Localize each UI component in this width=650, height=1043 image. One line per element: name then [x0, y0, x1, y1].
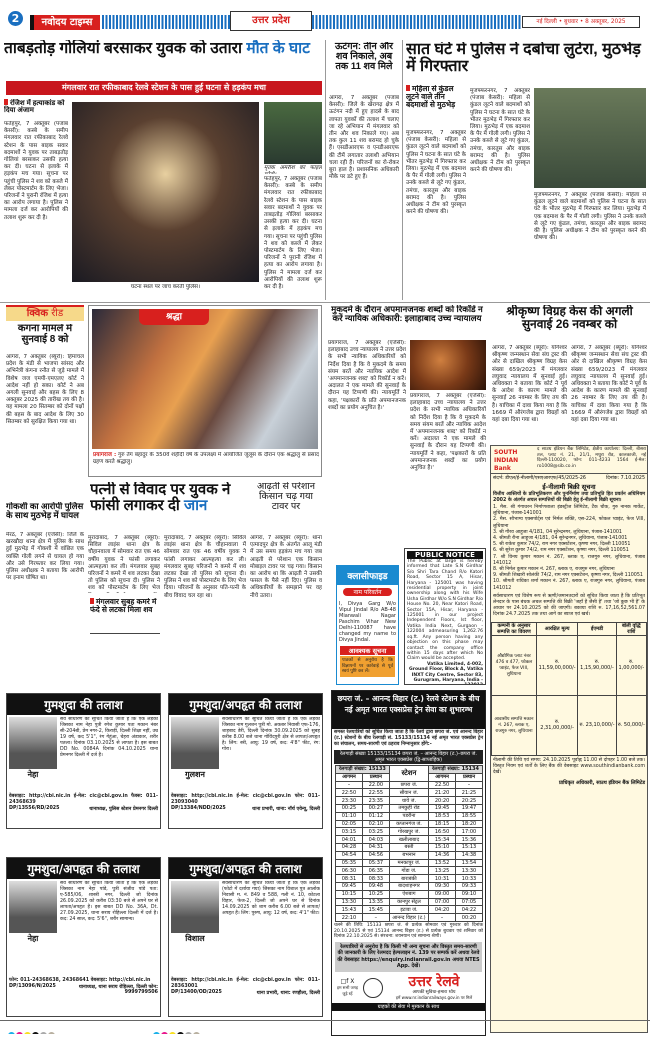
- timetable-row: [336, 836, 483, 844]
- missing-contact: वेबसाइट: http://cbi.nic.in ई-मेल: cic@cbi.gov.in फैक्स: 011-24368639: [9, 794, 158, 805]
- logo: नवोदय टाइम्स: [30, 15, 100, 30]
- timetable-cell: 06:30: [336, 867, 363, 875]
- missing-station: थानाध्यक्ष, थाना सराय रोहिल्ला, दिल्ली फोन: 9999799506: [78, 985, 158, 995]
- bank-borrower: 5. श्री राकेश कुमार 74/2, राम नगर एक्सटेंशन, कृष्णा नगर, दिल्ली 110051: [493, 542, 631, 548]
- public-notice-title: PUBLIC NOTICE: [407, 551, 483, 559]
- robber-subhead: महिला से कुंडल लूटने वाले तीन बदमाशों से मुठभेड़: [406, 85, 466, 125]
- timetable-cell: 21:20: [429, 789, 456, 797]
- lead-body: फतेहपुर, 7 अक्तूबर (पंजाब केसरी): कस्बे के समीप मंगलवार रात रफीकाबाद रेलवे स्टेशन के पास बाइक सवार बदमाशों ने युवक पर ताबड़तोड़ गोलियां बरसाकर उसकी हत्या कर दी। घटना से इलाके में हड़कंप मच गया। सूचना पर पहुंची पुलिस ने शव को कब्जे में लेकर पोस्टमार्टम के लिए भेजा। परिजनों ने पुरानी रंजिश में हत्या का आरोप लगाया है। पुलिस ने मामला दर्ज कर आरोपियों की तलाश शुरू कर दी है।: [4, 121, 68, 221]
- masthead: [0, 0, 650, 36]
- table-row: औद्योगिक प्लाट नंबर 476 व 477, फोकल प्वाइंट, फेज VIII, लुधियाना रु. 11,59,00,000/- रु. 1,15,90,000/- रु. 1,00,000/-: [492, 635, 647, 695]
- missing-text: सर्वसाधारण को सूचित किया जाता है कि एक लड़की जिसका नाम गुलशन पुत्री मो. अकबर निवासी एफ-176, शाहबाद डेरी, दिल्ली दिनांक 30.09.2025 को सुबह करीब 8.00 बजे थाना गोविंदपुरी क्षेत्र से लापता/अपहृत है। लिंग: स्त्री, आयु: 19 वर्ष, कद: 4'8" फीट, रंग: गोरा।: [222, 717, 320, 752]
- court-body-2: प्रयागराज, 7 अक्तूबर (एजेंसी): इलाहाबाद उच्च न्यायालय ने उत्तर प्रदेश के सभी न्यायिक अधिकारियों को निर्देश दिया है कि वे मुकदमे के समय संयम बरतें और न्यायिक आदेश में 'अपमानजनक शब्द' को रिकॉर्ड न करें। अदालत ने एक मामले की सुनवाई के दौरान यह टिप्पणी की। न्यायमूर्ति ने कहा, 'पक्षकारों के प्रति अपमानजनक शब्दों का प्रयोग अनुचित है।': [410, 393, 486, 472]
- timetable-cell: 09:00: [429, 890, 456, 898]
- missing-title: गुमशुदा/अपहृत की तलाश: [7, 858, 160, 879]
- timetable-cell: 05:35: [336, 859, 363, 867]
- timetable-cell: 02:10: [362, 820, 389, 828]
- timetable-cell: गोंडा जं.: [389, 867, 428, 875]
- krishna-headline: श्रीकृष्ण विग्रह केस की अगली सुनवाई 26 नवम्बर को: [506, 305, 633, 331]
- timetable-cell: छपरा जं.: [389, 781, 428, 789]
- timetable-cell: –: [336, 781, 363, 789]
- timetable-row: [336, 914, 483, 922]
- timetable-cell: मनकापुर जं.: [389, 859, 428, 867]
- timetable-cell: बादशाहनगर: [389, 882, 428, 890]
- section-label: उत्तर प्रदेश: [230, 11, 312, 31]
- lead-headline: ताबड़तोड़ गोलियां बरसाकर युवक को उतारा मौत के घाट: [4, 40, 310, 57]
- timetable-row: [336, 875, 483, 883]
- bank-table: कम्पनी के अनुसार सम्पत्ति का विवरण आरक्षित मूल्य ईएमडी बोली वृद्धि राशि औद्योगिक प्लाट नंबर 476 व 477, फोकल प्वाइंट, फेज VIII, लुधियाना रु. 11,59,00,000/- रु. 1,15,90,000/- रु. 1,00,000/- आवासीय सम्पत्ति मकान नं. 267, ब्लाक ए, राजगुरु नगर, लुधियाना रु. 2,31,00,000/- रु. 23,10,000/- रु. 50,000/-: [491, 622, 647, 756]
- timetable-cell: 09:48: [362, 882, 389, 890]
- railway-intro: समस्त रेलयात्रियों को सूचित किया जाता है कि रेलवे द्वारा छपरा जं. एवं आनन्द विहार (ट.) स्टेशनों के बीच रेलगाड़ी सं. 15133/15134 नई अमृत भारत एक्सप्रेस ट्रेन का संचालन, समय-सारणी एवं ठहराव निम्नानुसार होंगे:-: [334, 730, 483, 747]
- shraddha-photo: [92, 309, 318, 449]
- timetable-cell: 00:25: [336, 804, 363, 812]
- timetable-row: [336, 851, 483, 859]
- suicide-box: मंगलवार सुबह कमरे में फंदे से लटका मिला शव: [90, 598, 160, 634]
- timetable-cell: 18:20: [456, 820, 483, 828]
- missing-person-notice: [168, 857, 323, 1017]
- missing-name: गुलशन: [185, 770, 205, 779]
- suicide-body-2: मुरादाबाद, 7 अक्तूबर (ब्यूरो): सिविल लाइंस थाना क्षेत्र के चौहानवाला में सोमवार रात एक 46 वर्षीय युवक ने फांसी लगाकर आत्महत्या कर ली। मंगलवार सुबह परिजनों ने कमरे में शव लटका देखा तो पुलिस को सूचना दी। पुलिस ने शव को पोस्टमार्टम के लिए भेज दिया। परिजनों के अनुसार पति-पत्नी के बीच विवाद चल रहा था।: [164, 535, 246, 599]
- quickread-body-1: आगरा, 7 अक्तूबर (ब्यूरो): हिमाचल प्रदेश के मंडी से भाजपा सांसद और अभिनेत्री कंगना रनौत से जुड़े मामले में विशेष जज एमपी-एमएलए कोर्ट ने आदेश नहीं हो सका। कोर्ट ने अब अगली सुनवाई और बहस के लिए 8 अक्तूबर 2025 की तारीख तय की है। यह मामला 20 सितम्बर को दोनों पक्षों की बहस के बाद आदेश के लिए 30 सितम्बर को सुरक्षित किया गया था।: [6, 354, 84, 425]
- missing-station: थाना प्रभारी, थाना: नॉर्थ एवेन्यू, दिल्ली: [252, 807, 320, 812]
- timetable-cell: 17:00: [456, 828, 483, 836]
- timetable-cell: 21:25: [456, 789, 483, 797]
- timetable-row: [336, 890, 483, 898]
- missing-text: सर्व साधारण को सूचित किया जाता है कि एक लड़की जिसका नाम नेहा पुत्री रमेश कुमार पता मकान नंबर सी-204बी, प्रेम नगर-2, किराड़ी, दिल्ली शिक्षा नहीं, उम्र 19 वर्ष, कद 5'1", रंग गेहुंआ, चेहरा अंडाकार, शरीर पतला। दिनांक 03.10.2025 से लापता है। इस बाबत DD No. 0084A दिनांक 04.10.2025 थाना प्रेमनगर दिल्ली में दर्ज है।: [60, 717, 158, 758]
- dateline: नई दिल्ली • बुधवार • 8 अक्तूबर, 2025: [522, 16, 640, 28]
- missing-person-notice: [6, 857, 161, 1017]
- shraddha-tag: श्रद्धा: [139, 309, 209, 325]
- timetable-cell: 23:35: [362, 797, 389, 805]
- timetable-row: [336, 867, 483, 875]
- timetable-cell: 02:05: [336, 820, 363, 828]
- timetable-cell: आनन्द विहार (ट.): [389, 914, 428, 922]
- missing-contact: फोन: 011-24368638, 24368641 वेबसाइट: http://cbi.nic.in: [9, 978, 151, 983]
- timetable-cell: 04:01: [336, 836, 363, 844]
- registration-marks: [8, 1024, 648, 1034]
- timetable-cell: 09:33: [456, 882, 483, 890]
- suicide-headline: पत्नी से विवाद पर युवक ने फांसी लगाकर दी जान: [90, 482, 231, 514]
- timetable-cell: खलीलाबाद: [389, 836, 428, 844]
- public-notice-text: The Public at large is hereby informed that Late S.N Girdhar S/o Shri Tara Chand R/o Katori Road, Sector 15 A, Hisar, Haryana - 125001 was having residential property in joint ownership along with his Wife Usha Girdhar W/o S.N Girdhar R/o House No. 20, Near Katori Road, Sector 15A, Hisar, Haryana - 125001 in our project Independent Floors, Ist floor, Vatika India Next, Gurgaon - 122004 admeasuring 1,262.76 sq.ft. Any person having any objection on this phase may contact the company office within 15 days after which No Claim would be accepted.: [407, 559, 483, 662]
- railway-emblem-icon: [363, 978, 383, 998]
- timetable-cell: 00:20: [456, 914, 483, 922]
- missing-contact: वेबसाइट: http://cbi.nic.in ई-मेल: cic@cbi.gov.in फोन: 011-23093040: [171, 794, 320, 805]
- timetable-cell: –: [429, 914, 456, 922]
- timetable-cell: 15:36: [456, 836, 483, 844]
- timetable-cell: 08:31: [336, 875, 363, 883]
- timetable-row: [336, 797, 483, 805]
- timetable-row: [336, 828, 483, 836]
- notice-text: पाठकों से अनुरोध है कि विज्ञापनों पर कार्रवाई से पूर्व स्वयं पुष्टि कर लें।: [340, 656, 395, 677]
- timetable-cell: 15:43: [336, 906, 363, 914]
- bank-date: दिनांक: 7.10.2025: [606, 476, 645, 481]
- railway-tagline: आपकी सुविधा-हमारा ध्येय: [412, 989, 456, 995]
- missing-name: नेहा: [27, 770, 39, 779]
- timetable-cell: 06:35: [362, 867, 389, 875]
- shraddha-photo-frame: [88, 305, 322, 477]
- bank-address: द साउथ इंडियन बैंक लिमिटेड, क्षेत्रीय कार्यालय: दिल्ली, बीसरा तल, प्लाट नं. 21, 21/1, मथुरा रोड, कालकाजी, नई दिल्ली-110020, फोन: 011-4233 1564 ई-मेल: ro1008@sib.co.in: [537, 447, 646, 469]
- bank-borrower: 6. श्री सुरेश कुमार 74/2, राम नगर एक्सटेंशन, कृष्णा नगर, दिल्ली 110051: [493, 548, 629, 554]
- railway-logo: उत्तर रेलवे: [408, 973, 460, 990]
- victim-caption: मृतक अमरीश का फाइल: [264, 165, 322, 171]
- timetable-cell: 20:20: [429, 797, 456, 805]
- timetable-cell: 10:15: [336, 890, 363, 898]
- bank-borrower: 10. श्रीमती राधिका शर्मा मकान नं. 267, ब्लाक ए, राजगुरु नगर, लुधियाना, पंजाब 141012: [493, 579, 645, 591]
- timetable-cell: 07:05: [456, 898, 483, 906]
- public-notice: [404, 548, 486, 685]
- missing-code: DP/13400/OD/2025: [171, 990, 222, 995]
- bank-body: सर्वसाधारण एवं विशेष रूप से ऋणी/जमानतदारों को सूचित किया जाता है कि प्रतिभूत लेनदार के पास बंधक अचल सम्पत्ति की बिक्री 'जहाँ है जैसी है' तथा 'जो कुछ भी है' के आधार पर 24.10.2025 को की जाएगी। बकाया राशि रु. 17,16,52,561.07 दिनांक 24.7.2025 तक तथा आगे का ब्याज एवं खर्च।: [493, 593, 645, 618]
- timetable-cell: 14:36: [429, 851, 456, 859]
- name-change-text: I, Divya Garg W/o Vipul Jindal R/o AB-48 Mianwali Nagar Paschim Vihar New Delhi-110087 have changed my name to Divya Jindal.: [339, 601, 396, 643]
- railway-note: चलने की तिथि: 15133 छपरा जं. से प्रत्येक सोमवार एवं गुरुवार को दिनांक 20.10.2025 से एवं 15134 आनन्द विहार (ट.) से प्रत्येक बुधवार एवं शनिवार को दिनांक 22.10.2025 से। संरचना: शयनयान एवं सामान्य श्रेणी।: [334, 922, 483, 940]
- timetable-cell: पडरौना: [389, 812, 428, 820]
- bank-borrower: 7. श्री विनय कुमार मकान नं. 267, ब्लाक ए, राजगुरु नगर, लुधियाना, पंजाब 141012: [493, 554, 645, 566]
- missing-station: थाना प्रभारी, थाना: रणहौला, दिल्ली: [256, 991, 320, 996]
- timetable-row: [336, 882, 483, 890]
- timetable-cell: 13:30: [336, 898, 363, 906]
- name-change-label: नाम परिवर्तन: [343, 588, 392, 596]
- timetable-cell: 04:31: [362, 843, 389, 851]
- timetable-cell: 22.00: [362, 781, 389, 789]
- railway-website: हमें www.nr.indianrailways.gov.in पर मिलें: [395, 994, 473, 1000]
- lead-photo: [72, 102, 259, 282]
- timetable-cell: –: [456, 781, 483, 789]
- bank-title: ई-नीलामी बिक्री सूचना: [542, 483, 596, 491]
- bank-borrower: 3. श्री गौरव आहूजा 4/181, 04 सुरेन्द्रनगर, लुधियाना, पंजाब-141001: [493, 529, 622, 535]
- missing-title: गुमशुदा की तलाश: [7, 694, 160, 715]
- timetable-row: [336, 789, 483, 797]
- timetable-cell: 19:47: [456, 804, 483, 812]
- timetable-cell: थावे जं.: [389, 797, 428, 805]
- timetable-cell: 10:33: [456, 875, 483, 883]
- timetable-cell: 09:45: [336, 882, 363, 890]
- victim-photo: [264, 102, 322, 164]
- missing-contact: वेबसाइट: http://cbi.nic.in ई-मेल: cic@cbi.gov.in फोन: 011-28363001: [171, 978, 320, 989]
- timetable-cell: ऐशबाग: [389, 890, 428, 898]
- railway-title: छपरा जं. – आनन्द विहार (ट.) रेलवे स्टेशन के बीच नई अमृत भारत एक्सप्रेस ट्रेन सेवा का शुभारम्भ: [332, 691, 485, 729]
- timetable-cell: 13:25: [429, 867, 456, 875]
- farmer-body: आगरा, 7 अक्तूबर (ब्यूरो): थाना एत्मादपुर क्षेत्र के अंतर्गत आलू मंडी में उस समय हड़कंप मच गया जब आढ़ती से परेशान एक किसान मोबाइल टावर पर चढ़ गया। किसान का आरोप था कि आढ़ती ने उसकी फसल के पैसे नहीं दिए। पुलिस व अधिकारियों के समझाने पर वह नीचे उतरा।: [250, 535, 322, 599]
- missing-title: गुमशुदा/अपहृत की तलाश: [169, 858, 322, 879]
- train-title: रेलगाड़ी संख्या 15133/15134 छपरा जं. – आनन्द विहार (ट.)–छपरा जं. अमृत भारत एक्सप्रेस (द्वि-साप्ताहिक): [334, 750, 483, 764]
- masthead-stripe: [102, 15, 522, 29]
- timetable-cell: 13:30: [456, 867, 483, 875]
- railway-ad: [331, 690, 486, 1036]
- public-notice-signature: Vatika Limited, 4-002, Ground Floor, Block A, Vatika INXT City Centre, Sector 83, Gurugram, Haryana, India -: [409, 661, 483, 683]
- quickread-headline-2: गोकशी का आरोपी पुलिस के साथ मुठभेड़ में घायल: [6, 502, 84, 520]
- bank-borrower: 2. मैस. सौभाग्य एक्सपोर्ट्स एवं निर्मल शक्ति, एस-224, फोकल प्वाइंट, फेज VIII, लुधियाना: [493, 517, 645, 529]
- timetable-cell: 19:45: [429, 804, 456, 812]
- missing-photo: [9, 717, 57, 769]
- missing-photo: [171, 881, 219, 933]
- classified-box: [336, 565, 399, 685]
- timetable-cell: 01:12: [362, 812, 389, 820]
- gavel-photo: [410, 340, 486, 390]
- timetable-cell: 18:53: [429, 812, 456, 820]
- timetable-cell: 10:25: [362, 890, 389, 898]
- timetable-cell: 04:56: [362, 851, 389, 859]
- missing-code: DP/13384/NDD/2025: [171, 806, 226, 811]
- bank-notice: [490, 445, 648, 1033]
- quickread-body-2: मेरठ, 7 अक्तूबर (एजेंसी): जिले के खरखौदा थाना क्षेत्र में पुलिस के साथ हुई मुठभेड़ में गोकशी में वांछित एक व्यक्ति गोली लगने से घायल हो गया और उसे गिरफ्तार कर लिया गया। पुलिस अधीक्षक ने बताया कि आरोपी पर इनाम घोषित था।: [6, 532, 84, 582]
- timetable-cell: 09:10: [456, 890, 483, 898]
- robber-body-2: मुजफ्फरनगर, 7 अक्तूबर (पंजाब केसरी): महिला से कुंडल लूटने वाले बदमाशों को पुलिस ने घटना के सात घंटे के भीतर मुठभेड़ में गिरफ्तार कर लिया। मुठभेड़ में एक बदमाश के पैर में गोली लगी। पुलिस ने उनके कब्जे से लूटे गए कुंडल, तमंचा, कारतूस और बाइक बरामद की है। पुलिस अधीक्षक ने टीम को पुरस्कृत करने की घोषणा की।: [470, 88, 530, 174]
- bank-footer: नीलामी की तिथि एवं समय: 24.10.2025 पूर्वाह्न 11.00 से दोपहर 1.00 बजे तक। विस्तृत नियम एवं शर्तों के लिए बैंक की वेबसाइट www.southindianbank.com देखें।: [493, 757, 645, 775]
- timetable-row: [336, 859, 483, 867]
- missing-photo: [9, 881, 57, 933]
- missing-name: विशाल: [185, 934, 205, 943]
- timetable-cell: इटावा जं.: [389, 906, 428, 914]
- timetable-row: [336, 898, 483, 906]
- timetable-cell: 22:10: [336, 914, 363, 922]
- bank-borrower: 8. श्री निर्मल कुमार मकान नं. 267, ब्लाक ए, राजगुरु नगर, लुधियाना: [493, 567, 615, 573]
- suicide-body: मुरादाबाद, 7 अक्तूबर (ब्यूरो): सिविल लाइंस थाना क्षेत्र के चौहानवाला में सोमवार रात एक 46 वर्षीय युवक ने फांसी लगाकर आत्महत्या कर ली। मंगलवार सुबह परिजनों ने कमरे में शव लटका देखा तो पुलिस को सूचना दी। पुलिस ने शव को पोस्टमार्टम के लिए भेज: [88, 535, 160, 592]
- timetable-cell: बस्ती: [389, 843, 428, 851]
- timetable-cell: 08:33: [362, 875, 389, 883]
- timetable-cell: कानपुर सेंट्रल: [389, 898, 428, 906]
- lead-banner: मंगलवार रात रफीकाबाद रेलवे स्टेशन के पास हुई घटना से हड़कंप मचा: [6, 81, 322, 95]
- timetable-cell: कप्तानगंज जं.: [389, 820, 428, 828]
- timetable-cell: 04:22: [456, 906, 483, 914]
- timetable-row: [336, 804, 483, 812]
- timetable-cell: 04:20: [429, 906, 456, 914]
- timetable-cell: 15:45: [362, 906, 389, 914]
- timetable-cell: 22:50: [336, 789, 363, 797]
- timetable-cell: तमकुही रोड: [389, 804, 428, 812]
- timetable-row: [336, 820, 483, 828]
- railway-help: रेलयात्रियों से अनुरोध है कि किसी भी अन्य सूचना और विस्तृत समय-सारणी की जानकारी के लिए रेलमदद हेल्पलाइन नं. 139 पर सम्पर्क करें अथवा रेलवे की वेबसाइट https://enquiry.indianrail.gov.in अथवा NTES App. देखें।: [335, 942, 482, 972]
- timetable-cell: 13:35: [362, 898, 389, 906]
- social-icons: □f X हम सभी जगह जुड़े रहें: [337, 978, 358, 997]
- missing-title: गुमशुदा/अपहृत की तलाश: [169, 694, 322, 715]
- missing-code: DP/13556/RD/2025: [9, 806, 60, 811]
- timetable-cell: 03:25: [362, 828, 389, 836]
- lead-body-continued: फतेहपुर, 7 अक्तूबर (पंजाब केसरी): कस्बे के समीप मंगलवार रात रफीकाबाद रेलवे स्टेशन के पास बाइक सवार बदमाशों ने युवक पर ताबड़तोड़ गोलियां बरसाकर उसकी हत्या कर दी। घटना से इलाके में हड़कंप मच गया। सूचना पर पहुंची पुलिस ने शव को कब्जे में लेकर पोस्टमार्टम के लिए भेजा। परिजनों ने पुरानी रंजिश में हत्या का आरोप लगाया है। पुलिस ने मामला दर्ज कर आरोपियों की तलाश शुरू कर दी है।: [264, 176, 322, 291]
- utangan-body: आगरा, 7 अक्तूबर (पंजाब केसरी): जिले के खेरागढ़ क्षेत्र में ऊटंगन नदी में हुए हादसे के बाद लापता युवकों की तलाश में चलाए जा रहे अभियान में मंगलवार को तीन और शव निकाले गए। अब तक कुल 11 शव बरामद हो चुके हैं। एसडीआरएफ व एनडीआरएफ की टीमें लगातार तलाशी अभियान चला रही हैं। परिजनों का रो-रोकर बुरा हाल है। प्रशासनिक अधिकारी मौके पर डटे हुए हैं।: [329, 95, 399, 181]
- timetable-cell: 07:00: [429, 898, 456, 906]
- timetable-cell: 04:28: [336, 843, 363, 851]
- timetable-cell: 04:54: [336, 851, 363, 859]
- timetable-cell: 09:30: [429, 882, 456, 890]
- timetable-cell: 23:30: [336, 797, 363, 805]
- timetable-row: [336, 843, 483, 851]
- missing-person-notice: [168, 693, 323, 829]
- utangan-headline: ऊटंगन: तीन और शव निकाले, अब तक 11 शव मिले: [334, 42, 394, 72]
- missing-text: सर्व साधारण को सूचित किया जाता है कि एक लड़की जिसका नाम नेहा पांडे, पुत्री संजीव पांडे पता: ए-585/06, शास्त्री नगर, दिल्ली जो दिनांक 26.09.2025 को करीब 03:30 बजे से अपने घर से लापता/अपहृत है। इस बाबत DD No. 36A, Dt. 27.09.2025, थाना सराय रोहिल्ला दिल्ली में दर्ज है। कद: 24 साल, कद: 5'6", शरीर सामान्य।: [60, 881, 158, 922]
- robber-headline: सात घंटे में पुलिस ने दबोचा लुटेरा, मुठभेड़ में गिरफ्तार: [406, 42, 641, 75]
- robber-photo: [534, 88, 646, 188]
- timetable-row: [336, 812, 483, 820]
- timetable-row: [336, 906, 483, 914]
- court-body: प्रयागराज, 7 अक्तूबर (एजेंसी): इलाहाबाद उच्च न्यायालय ने उत्तर प्रदेश के सभी न्यायिक अधिकारियों को निर्देश दिया है कि वे मुकदमे के समय संयम बरतें और न्यायिक आदेश में 'अपमानजनक शब्द' को रिकॉर्ड न करें। अदालत ने एक मामले की सुनवाई के दौरान यह टिप्पणी की। न्यायमूर्ति ने कहा, 'पक्षकारों के प्रति अपमानजनक शब्दों का प्रयोग अनुचित है।': [328, 340, 406, 411]
- timetable-cell: 03:15: [336, 828, 363, 836]
- missing-person-notice: [6, 693, 161, 829]
- timetable-cell: 15:13: [456, 843, 483, 851]
- timetable-cell: बभनान: [389, 851, 428, 859]
- timetable-cell: 13:52: [429, 859, 456, 867]
- missing-name: नेहा: [27, 934, 39, 943]
- timetable-cell: 01:10: [336, 812, 363, 820]
- classified-title: क्लासीफाइड: [337, 566, 398, 585]
- bank-borrower: 9. श्रीमती शिखारी सोलंकी 74/2, राम नगर एक्सटेंशन, कृष्णा नगर, दिल्ली 110051: [493, 573, 643, 579]
- notice-label: आवश्यक सूचना: [340, 646, 395, 655]
- railway-footer: ग्राहकों की सेवा में मुस्कान के साथ: [332, 1003, 485, 1011]
- quickread-headline-1: कंगना मामले में सुनवाई 8 को: [17, 324, 73, 345]
- court-headline: मुकदमे के दौरान अपमानजनक शब्दों को रिकॉर्ड न करें न्यायिक अधिकारी: इलाहाबाद उच्च न्यायालय: [331, 305, 483, 324]
- timetable-row: [336, 781, 483, 789]
- timetable-cell: 18:55: [456, 812, 483, 820]
- timetable-cell: 20:25: [456, 797, 483, 805]
- robber-body: मुजफ्फरनगर, 7 अक्तूबर (पंजाब केसरी): महिला से कुंडल लूटने वाले बदमाशों को पुलिस ने घटना के सात घंटे के भीतर मुठभेड़ में गिरफ्तार कर लिया। मुठभेड़ में एक बदमाश के पैर में गोली लगी। पुलिस ने उनके कब्जे से लूटे गए कुंडल, तमंचा, कारतूस और बाइक बरामद की है। पुलिस अधीक्षक ने टीम को पुरस्कृत करने की घोषणा की।: [406, 130, 466, 216]
- table-row: आवासीय सम्पत्ति मकान नं. 267, ब्लाक ए, राजगुरु नगर, लुधियाना रु. 2,31,00,000/- रु. 23,10,000/- रु. 50,000/-: [492, 695, 647, 755]
- timetable: रेलगाड़ी संख्या: 15133 स्टेशन रेलगाड़ी संख्या: 15134 आगमन प्रस्थान आगमन प्रस्थान – 22.00 छपरा जं. 22.50 – 22:50 22:55 सीवान जं. 21:20 21:25 23:30 23:35 थावे जं. 20:20 20:25 00:25 00:27 तमकुही रोड 19:45 19:47 01:10 01:12 पडरौना 18:53 18:55 02:05 02:10 कप्तानगंज जं. 18:15 18:20 03:15 03:25 गोरखपुर जं. 16:50 17:00 04:01 04:03 खलीलाबाद 15:34 15:36 04:28 04:31 बस्ती 15:10 15:13 04:54 04:56 बभनान 14:36 14:38 05:35 05:37 मनकापुर जं. 13:52 13:54 06:30 06:35 गोंडा जं. 13:25 13:30 08:31 08:33 बाराबंकी 10:31 10:33 09:45 09:48 बादशाहनगर 09:30 09:33 10:15 10:25 ऐशबाग 09:00 09:10 13:30 13:35 कानपुर सेंट्रल 07:00 07:05 15:43 15:45 इटावा जं. 04:20 04:22 22:10 – आनन्द विहार (ट.) – 00:20: [335, 765, 483, 922]
- missing-text: सर्वसाधारण को सूचित किया जाता है कि एक लड़का (फोटो में दर्शाया गया) जिसका नाम विशाल पुत्र आलोक निवासी म. नं. 849 व 588, गली नं. 10, कोटला विहार, फेज-2, दिल्ली जो अपने घर से दिनांक 14.09.2025 को शाम करीब 6.00 बजे से लापता/अपहृत है। लिंग: पुरुष, आयु: 12 वर्ष, कद: 4'1" फीट।: [222, 881, 320, 916]
- bank-borrower: 1. मैस. श्री गंगाधरन निर्माणशाला इंडस्ट्रीज लिमिटेड, टैंक चौक, गुरु नानक मार्केट, लुधियाना, पंजाब-141001: [493, 505, 645, 517]
- missing-photo: [171, 717, 219, 769]
- timetable-cell: –: [362, 914, 389, 922]
- bank-intro: वित्तीय आस्तियों के प्रतिभूतिकरण और पुनर्निर्माण तथा प्रतिभूति हित प्रवर्तन अधिनियम 2002 के अंतर्गत अचल सम्पत्तियों की बिक्री हेतु ई-नीलामी बिक्री सूचना।: [493, 492, 645, 503]
- robber-body-3: मुजफ्फरनगर, 7 अक्तूबर (पंजाब केसरी): महिला से कुंडल लूटने वाले बदमाशों को पुलिस ने घटना के सात घंटे के भीतर मुठभेड़ में गिरफ्तार कर लिया। मुठभेड़ में एक बदमाश के पैर में गोली लगी। पुलिस ने उनके कब्जे से लूटे गए कुंडल, तमंचा, कारतूस और बाइक बरामद की है। पुलिस अधीक्षक ने टीम को पुरस्कृत करने की घोषणा की।: [534, 192, 646, 242]
- timetable-cell: 15:10: [429, 843, 456, 851]
- timetable-cell: 10:31: [429, 875, 456, 883]
- missing-station: थानाध्यक्ष, पुलिस स्टेशन प्रेमनगर दिल्ली: [89, 807, 158, 812]
- timetable-cell: 18:15: [429, 820, 456, 828]
- bank-borrower: 4. श्रीमती रीना आहूजा 4/181, 04 सुरेन्द्रनगर, लुधियाना, पंजाब-141001: [493, 536, 628, 542]
- timetable-cell: 00:27: [362, 804, 389, 812]
- quickread-label: क्विक रीड: [6, 305, 84, 321]
- timetable-cell: बाराबंकी: [389, 875, 428, 883]
- timetable-cell: 16:50: [429, 828, 456, 836]
- timetable-cell: 22.50: [429, 781, 456, 789]
- timetable-cell: 13:54: [456, 859, 483, 867]
- timetable-cell: 05:37: [362, 859, 389, 867]
- krishna-body-2: आगरा, 7 अक्तूबर (ब्यूरो): योगेश्वर श्रीकृष्ण जन्मस्थान सेवा संघ ट्रस्ट की ओर से दाखिल श्रीकृष्ण विग्रह केस संख्या 659/2023 में मंगलवार लघुवाद न्यायालय में सुनवाई हुई। अधिवक्ता ने बताया कि कोर्ट ने पूर्व के आदेश के कारण मामले की सुनवाई 26 नवम्बर के लिए तय की है। याचिका में दावा किया गया है कि 1669 में औरंगजेब द्वारा विग्रहों को यहां दबा दिया गया था।: [571, 345, 647, 424]
- page-number: 2: [8, 11, 23, 26]
- timetable-cell: सीवान जं.: [389, 789, 428, 797]
- krishna-body: आगरा, 7 अक्तूबर (ब्यूरो): योगेश्वर श्रीकृष्ण जन्मस्थान सेवा संघ ट्रस्ट की ओर से दाखिल श्रीकृष्ण विग्रह केस संख्या 659/2023 में मंगलवार लघुवाद न्यायालय में सुनवाई हुई। अधिवक्ता ने बताया कि कोर्ट ने पूर्व के आदेश के कारण मामले की सुनवाई 26 नवम्बर के लिए तय की है। याचिका में दावा किया गया है कि 1669 में औरंगजेब द्वारा विग्रहों को यहां दबा दिया गया था।: [492, 345, 567, 424]
- timetable-cell: 04:03: [362, 836, 389, 844]
- farmer-headline: आढ़ती से परेशान किसान चढ़ गया टावर पर: [256, 482, 316, 512]
- bank-ref: संदर्भ: डीएल/ई-नीलामी/एसएआरएफ/45/2025-26: [493, 476, 586, 481]
- bank-sign: प्राधिकृत अधिकारी, साउथ इंडियन बैंक लिमिटेड: [558, 779, 645, 786]
- timetable-cell: 14:38: [456, 851, 483, 859]
- timetable-cell: 22:55: [362, 789, 389, 797]
- missing-code: DP/13096/N/2025: [9, 984, 56, 989]
- timetable-cell: 15:34: [429, 836, 456, 844]
- bank-logo: SOUTH INDIAN Bank: [494, 449, 519, 472]
- lead-photo-caption: घटना स्थल पर जांच करती पुलिस।: [130, 284, 201, 290]
- lead-subhead: रंजिश में हत्याकांड को दिया अंजाम: [4, 99, 68, 119]
- timetable-cell: गोरखपुर जं.: [389, 828, 428, 836]
- shraddha-caption: प्रयागराज : गुरु तेग बहादुर के 350वें शहीदी वर्ष के उपलक्ष्य में आयोजित जुलूस के दौरान एक श्रद्धालु से प्रसाद ग्रहण करते श्रद्धालु।: [93, 452, 319, 466]
